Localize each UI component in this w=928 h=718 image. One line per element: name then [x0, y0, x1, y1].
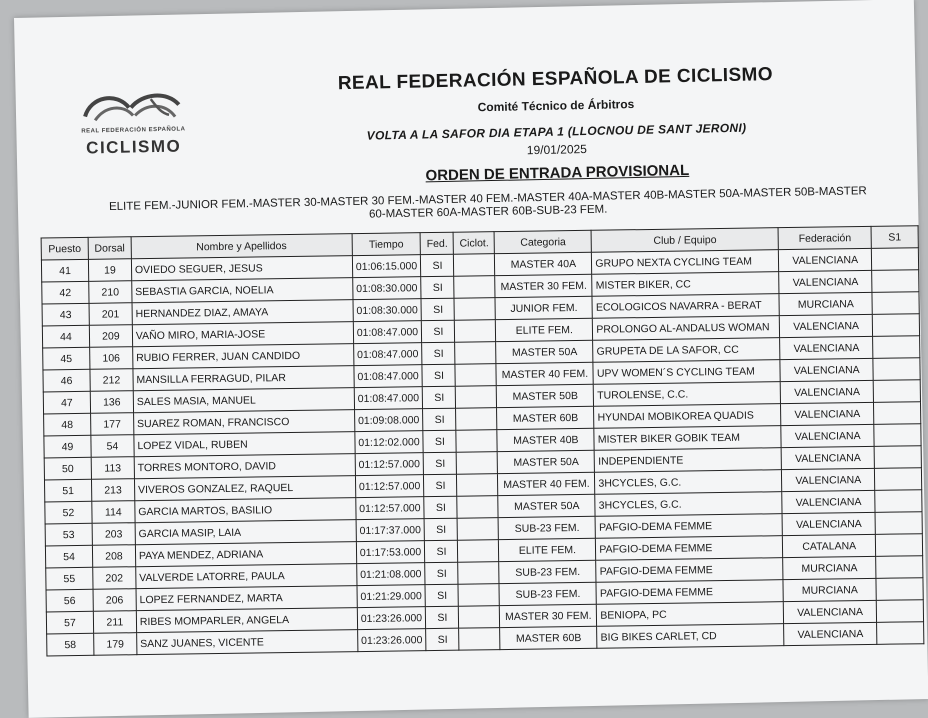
cell-s1: [875, 490, 922, 513]
cell-federacion: CATALANA: [783, 534, 876, 557]
cell-categoria: MASTER 50B: [497, 384, 594, 407]
cyclist-logo-icon: [70, 84, 191, 131]
cell-dorsal: 106: [90, 347, 133, 370]
cell-dorsal: 212: [90, 369, 133, 392]
cell-puesto: 45: [43, 347, 90, 370]
cell-federacion: MURCIANA: [783, 556, 876, 579]
cell-s1: [875, 534, 922, 557]
cell-nombre: SALES MASIA, MANUEL: [133, 388, 354, 413]
cell-categoria: JUNIOR FEM.: [495, 296, 592, 319]
cell-fed: SI: [424, 496, 457, 518]
cell-puesto: 49: [44, 435, 91, 458]
cell-club: PAFGIO-DEMA FEMME: [596, 536, 783, 561]
cell-federacion: VALENCIANA: [779, 248, 872, 271]
cell-nombre: SANZ JUANES, VICENTE: [137, 630, 358, 655]
cell-categoria: MASTER 40 FEM.: [496, 362, 593, 385]
cell-ciclot: [457, 474, 498, 497]
cell-tiempo: 01:08:30.000: [352, 277, 421, 300]
cell-categoria: ELITE FEM.: [496, 318, 593, 341]
cell-ciclot: [455, 364, 496, 387]
col-header-ciclot: Ciclot.: [454, 232, 495, 255]
cell-categoria: ELITE FEM.: [499, 538, 596, 561]
cell-federacion: VALENCIANA: [781, 402, 874, 425]
cell-s1: [873, 358, 920, 381]
cell-club: GRUPETA DE LA SAFOR, CC: [593, 338, 780, 363]
cell-nombre: RUBIO FERRER, JUAN CANDIDO: [133, 344, 354, 369]
cell-fed: SI: [425, 540, 458, 562]
cell-ciclot: [458, 540, 499, 563]
cell-categoria: MASTER 40A: [495, 252, 592, 275]
cell-ciclot: [456, 408, 497, 431]
cell-categoria: MASTER 60B: [500, 626, 597, 649]
cell-club: MISTER BIKER GOBIK TEAM: [594, 426, 781, 451]
cell-club: PAFGIO-DEMA FEMME: [595, 514, 782, 539]
cell-s1: [875, 512, 922, 535]
cell-dorsal: 136: [90, 391, 133, 414]
cell-categoria: MASTER 50A: [498, 450, 595, 473]
cell-s1: [871, 248, 918, 271]
cell-categoria: SUB-23 FEM.: [498, 516, 595, 539]
cell-dorsal: 209: [89, 325, 132, 348]
cell-federacion: VALENCIANA: [781, 446, 874, 469]
col-header-club: Club / Equipo: [591, 228, 778, 253]
cell-federacion: VALENCIANA: [781, 424, 874, 447]
cell-ciclot: [458, 584, 499, 607]
cell-club: GRUPO NEXTA CYCLING TEAM: [592, 250, 779, 275]
cell-tiempo: 01:12:02.000: [354, 431, 423, 454]
cell-nombre: OVIEDO SEGUER, JESUS: [131, 256, 352, 281]
cell-nombre: SEBASTIA GARCIA, NOELIA: [132, 278, 353, 303]
cell-s1: [876, 600, 923, 623]
cell-club: UPV WOMEN´S CYCLING TEAM: [593, 360, 780, 385]
cell-dorsal: 206: [93, 589, 136, 612]
cell-federacion: VALENCIANA: [779, 270, 872, 293]
cell-club: 3HCYCLES, G.C.: [595, 492, 782, 517]
col-header-categoria: Categoria: [494, 230, 591, 253]
cell-tiempo: 01:06:15.000: [352, 255, 421, 278]
cell-puesto: 42: [42, 281, 89, 304]
cell-fed: SI: [422, 320, 455, 342]
cell-nombre: VIVEROS GONZALEZ, RAQUEL: [134, 476, 355, 501]
section-title: ORDEN DE ENTRADA PROVISIONAL: [425, 161, 690, 185]
cell-federacion: MURCIANA: [779, 292, 872, 315]
cell-nombre: GARCIA MASIP, LAIA: [135, 520, 356, 545]
cell-puesto: 47: [43, 391, 90, 414]
cell-ciclot: [455, 342, 496, 365]
cell-federacion: VALENCIANA: [780, 358, 873, 381]
cell-nombre: TORRES MONTORO, DAVID: [134, 454, 355, 479]
cell-fed: SI: [426, 628, 459, 650]
cell-puesto: 44: [42, 325, 89, 348]
logo-big-text: CICLISMO: [85, 136, 182, 158]
cell-fed: SI: [423, 408, 456, 430]
cell-fed: SI: [425, 584, 458, 606]
cell-s1: [873, 336, 920, 359]
cell-dorsal: 177: [90, 413, 133, 436]
cell-fed: SI: [426, 606, 459, 628]
cell-puesto: 43: [42, 303, 89, 326]
cell-categoria: MASTER 30 FEM.: [495, 274, 592, 297]
cell-puesto: 56: [46, 589, 93, 612]
cell-puesto: 50: [44, 457, 91, 480]
col-header-federacion: Federación: [778, 226, 871, 249]
cell-federacion: VALENCIANA: [780, 380, 873, 403]
cell-tiempo: 01:08:47.000: [353, 321, 422, 344]
cell-ciclot: [458, 562, 499, 585]
cell-nombre: LOPEZ VIDAL, RUBEN: [134, 432, 355, 457]
cell-ciclot: [454, 276, 495, 299]
cell-federacion: VALENCIANA: [782, 512, 875, 535]
cell-fed: SI: [422, 364, 455, 386]
cell-categoria: SUB-23 FEM.: [499, 582, 596, 605]
cell-dorsal: 114: [92, 501, 135, 524]
cell-ciclot: [454, 254, 495, 277]
event-name: VOLTA A LA SAFOR DIA ETAPA 1 (LLOCNOU DE SANT JERONI): [366, 120, 747, 143]
event-date: 19/01/2025: [526, 142, 588, 158]
document-title: REAL FEDERACIÓN ESPAÑOLA DE CICLISMO: [337, 64, 774, 95]
cell-tiempo: 01:21:08.000: [356, 563, 425, 586]
cell-club: INDEPENDIENTE: [594, 448, 781, 473]
cell-puesto: 41: [41, 259, 88, 282]
cell-club: HYUNDAI MOBIKOREA QUADIS: [594, 404, 781, 429]
cell-nombre: LOPEZ FERNANDEZ, MARTA: [136, 586, 357, 611]
cell-ciclot: [454, 298, 495, 321]
cell-ciclot: [455, 320, 496, 343]
cell-nombre: SUAREZ ROMAN, FRANCISCO: [133, 410, 354, 435]
cell-nombre: PAYA MENDEZ, ADRIANA: [135, 542, 356, 567]
cell-categoria: MASTER 40 FEM.: [498, 472, 595, 495]
cell-nombre: HERNANDEZ DIAZ, AMAYA: [132, 300, 353, 325]
cell-fed: SI: [425, 518, 458, 540]
cell-dorsal: 208: [92, 545, 135, 568]
cell-dorsal: 179: [94, 633, 137, 656]
cell-federacion: VALENCIANA: [782, 468, 875, 491]
cell-tiempo: 01:12:57.000: [355, 475, 424, 498]
cell-dorsal: 201: [89, 303, 132, 326]
cell-s1: [873, 380, 920, 403]
cell-tiempo: 01:12:57.000: [355, 453, 424, 476]
cell-tiempo: 01:17:53.000: [356, 541, 425, 564]
cell-club: 3HCYCLES, G.C.: [595, 470, 782, 495]
cell-fed: SI: [421, 298, 454, 320]
cell-club: BIG BIKES CARLET, CD: [597, 624, 784, 649]
results-table: [41, 225, 925, 656]
cell-nombre: MANSILLA FERRAGUD, PILAR: [133, 366, 354, 391]
cell-fed: SI: [422, 342, 455, 364]
cell-nombre: VALVERDE LATORRE, PAULA: [136, 564, 357, 589]
cell-s1: [876, 578, 923, 601]
col-header-puesto: Puesto: [41, 237, 88, 260]
cell-s1: [874, 402, 921, 425]
rfec-logo: [70, 84, 192, 166]
cell-club: MISTER BIKER, CC: [592, 272, 779, 297]
col-header-nombre: Nombre y Apellidos: [131, 234, 352, 259]
cell-ciclot: [456, 430, 497, 453]
document-subtitle: Comité Técnico de Árbitros: [477, 97, 635, 115]
cell-dorsal: 19: [88, 259, 131, 282]
cell-categoria: MASTER 40B: [497, 428, 594, 451]
cell-nombre: VAÑO MIRO, MARIA-JOSE: [132, 322, 353, 347]
cell-puesto: 48: [44, 413, 91, 436]
cell-categoria: MASTER 60B: [497, 406, 594, 429]
cell-tiempo: 01:21:29.000: [356, 585, 425, 608]
cell-fed: SI: [424, 474, 457, 496]
document-sheet: [14, 0, 928, 718]
logo-small-text: REAL FEDERACIÓN ESPAÑOLA: [81, 126, 186, 135]
cell-ciclot: [457, 518, 498, 541]
categories-list: ELITE FEM.-JUNIOR FEM.-MASTER 30-MASTER 30 FEM.-MASTER 40 FEM.-MASTER 40A-MASTER 40B-MASTER 50A-MASTER 50B-MASTER 60-MASTER 60A-MASTER 60B-SUB-23 FEM.: [108, 185, 867, 221]
cell-s1: [872, 314, 919, 337]
cell-puesto: 58: [47, 633, 94, 656]
cell-puesto: 53: [45, 523, 92, 546]
cell-federacion: VALENCIANA: [780, 314, 873, 337]
cell-club: PROLONGO AL-ANDALUS WOMAN: [593, 316, 780, 341]
cell-federacion: VALENCIANA: [782, 490, 875, 513]
cell-s1: [875, 468, 922, 491]
cell-s1: [876, 556, 923, 579]
col-header-tiempo: Tiempo: [352, 233, 421, 256]
cell-dorsal: 202: [93, 567, 136, 590]
cell-dorsal: 54: [91, 435, 134, 458]
cell-fed: SI: [425, 562, 458, 584]
cell-dorsal: 211: [93, 611, 136, 634]
cell-s1: [872, 270, 919, 293]
cell-fed: SI: [424, 452, 457, 474]
cell-club: PAFGIO-DEMA FEMME: [596, 580, 783, 605]
cell-puesto: 54: [45, 545, 92, 568]
cell-puesto: 51: [44, 479, 91, 502]
cell-tiempo: 01:23:26.000: [357, 629, 426, 652]
cell-tiempo: 01:23:26.000: [357, 607, 426, 630]
cell-tiempo: 01:08:47.000: [353, 365, 422, 388]
col-header-dorsal: Dorsal: [88, 237, 131, 260]
cell-nombre: GARCIA MARTOS, BASILIO: [135, 498, 356, 523]
col-header-fed: Fed.: [421, 232, 454, 254]
cell-ciclot: [457, 496, 498, 519]
cell-fed: SI: [421, 276, 454, 298]
cell-ciclot: [459, 628, 500, 651]
cell-fed: SI: [423, 386, 456, 408]
cell-s1: [877, 622, 924, 645]
cell-ciclot: [459, 606, 500, 629]
cell-tiempo: 01:09:08.000: [354, 409, 423, 432]
cell-puesto: 52: [45, 501, 92, 524]
cell-club: TUROLENSE, C.C.: [594, 382, 781, 407]
cell-puesto: 57: [46, 611, 93, 634]
cell-ciclot: [456, 386, 497, 409]
cell-dorsal: 203: [92, 523, 135, 546]
cell-federacion: MURCIANA: [783, 578, 876, 601]
cell-club: BENIOPA, PC: [597, 602, 784, 627]
cell-categoria: SUB-23 FEM.: [499, 560, 596, 583]
cell-club: ECOLOGICOS NAVARRA - BERAT: [592, 294, 779, 319]
cell-puesto: 46: [43, 369, 90, 392]
cell-s1: [874, 446, 921, 469]
cell-ciclot: [457, 452, 498, 475]
cell-federacion: VALENCIANA: [780, 336, 873, 359]
cell-tiempo: 01:12:57.000: [355, 497, 424, 520]
cell-tiempo: 01:17:37.000: [356, 519, 425, 542]
cell-categoria: MASTER 30 FEM.: [500, 604, 597, 627]
cell-club: PAFGIO-DEMA FEMME: [596, 558, 783, 583]
cell-tiempo: 01:08:30.000: [353, 299, 422, 322]
cell-federacion: VALENCIANA: [784, 622, 877, 645]
cell-dorsal: 113: [91, 457, 134, 480]
cell-fed: SI: [423, 430, 456, 452]
cell-dorsal: 213: [91, 479, 134, 502]
cell-puesto: 55: [46, 567, 93, 590]
cell-dorsal: 210: [89, 281, 132, 304]
col-header-s1: S1: [871, 226, 918, 249]
cell-tiempo: 01:08:47.000: [354, 387, 423, 410]
cell-nombre: RIBES MOMPARLER, ANGELA: [136, 608, 357, 633]
cell-categoria: MASTER 50A: [496, 340, 593, 363]
cell-fed: SI: [421, 254, 454, 276]
cell-tiempo: 01:08:47.000: [353, 343, 422, 366]
cell-s1: [874, 424, 921, 447]
cell-categoria: MASTER 50A: [498, 494, 595, 517]
cell-federacion: VALENCIANA: [784, 600, 877, 623]
cell-s1: [872, 292, 919, 315]
